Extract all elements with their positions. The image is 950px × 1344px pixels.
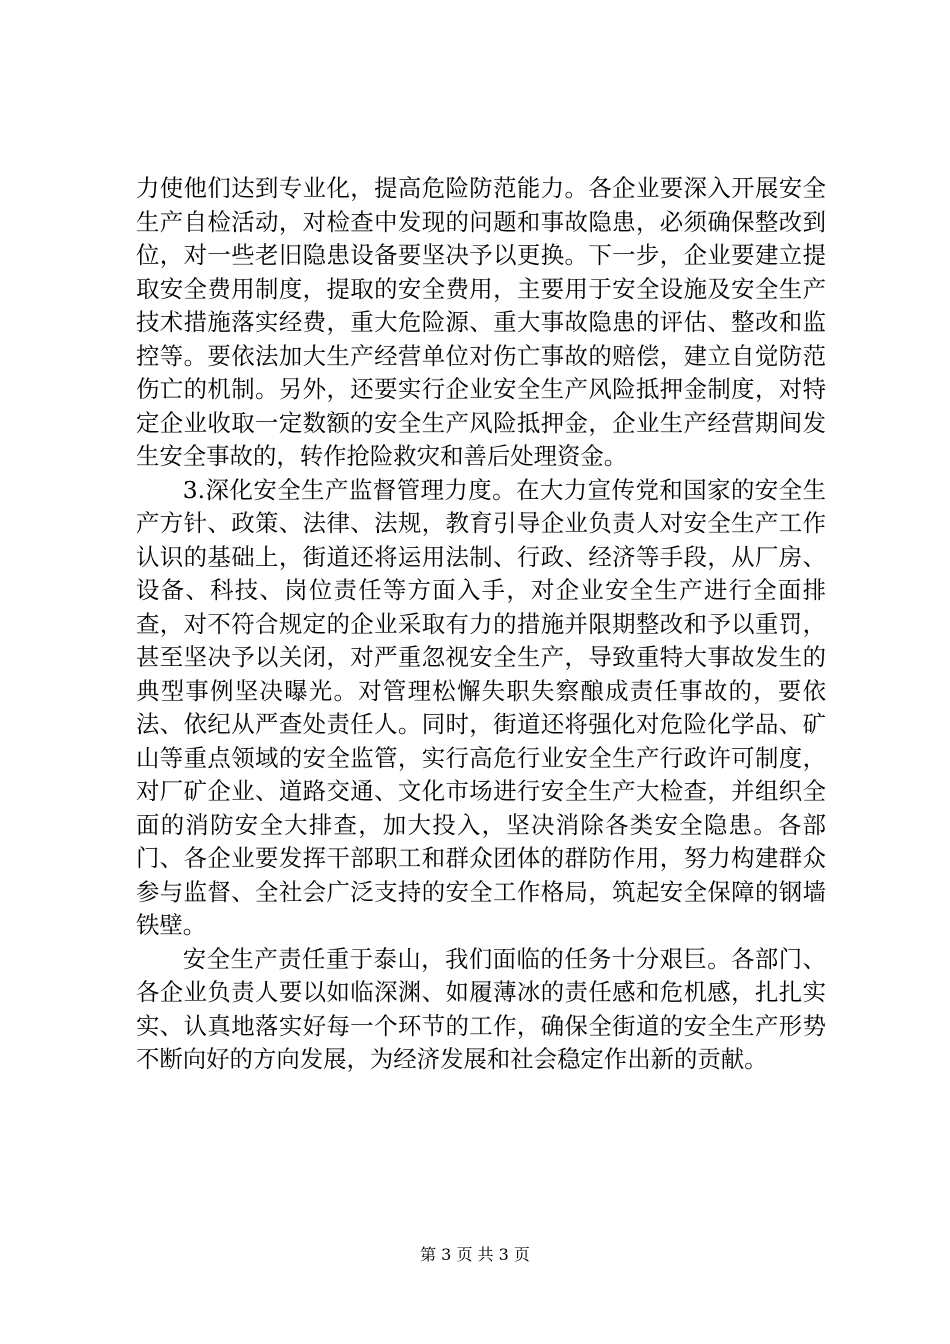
paragraph-conclusion: 安全生产责任重于泰山，我们面临的任务十分艰巨。各部门、各企业负责人要以如临深渊、如履薄冰的责任感和危机感，扎扎实实、认真地落实好每一个环节的工作，确保全街道的安全生产形势不断向好的方向发展，为经济发展和社会稳定作出新的贡献。 [136,944,826,1073]
paragraph-supervision: 3.深化安全生产监督管理力度。在大力宣传党和国家的安全生产方针、政策、法律、法规，教育引导企业负责人对安全生产工作认识的基础上，街道还将运用法制、行政、经济等手段，从厂房、设备、科技、岗位责任等方面入手，对企业安全生产进行全面排查，对不符合规定的企业采取有力的措施并限期整改和予以重罚，甚至坚决予以关闭，对严重忽视安全生产，导致重特大事故发生的典型事例坚决曝光。对管理松懈失职失察酿成责任事故的，要依法、依纪从严查处责任人。同时，街道还将强化对危险化学品、矿山等重点领域的安全监管，实行高危行业安全生产行政许可制度，对厂矿企业、道路交通、文化市场进行安全生产大检查，并组织全面的消防安全大排查，加大投入，坚决消除各类安全隐患。各部门、各企业要发挥干部职工和群众团体的群防作用，努力构建群众参与监督、全社会广泛支持的安全工作格局，筑起安全保障的钢墙铁壁。 [136,475,826,939]
paragraph-continuation: 力使他们达到专业化，提高危险防范能力。各企业要深入开展安全生产自检活动，对检查中发现的问题和事故隐患，必须确保整改到位，对一些老旧隐患设备要坚决予以更换。下一步，企业要建立提取安全费用制度，提取的安全费用，主要用于安全设施及安全生产技术措施落实经费，重大危险源、重大事故隐患的评估、整改和监控等。要依法加大生产经营单位对伤亡事故的赔偿，建立自觉防范伤亡的机制。另外，还要实行企业安全生产风险抵押金制度，对特定企业收取一定数额的安全生产风险抵押金，企业生产经营期间发生安全事故的，转作抢险救灾和善后处理资金。 [136,174,826,470]
page-footer: 第 3 页 共 3 页 [420,1245,530,1264]
document-body [136,172,826,1077]
